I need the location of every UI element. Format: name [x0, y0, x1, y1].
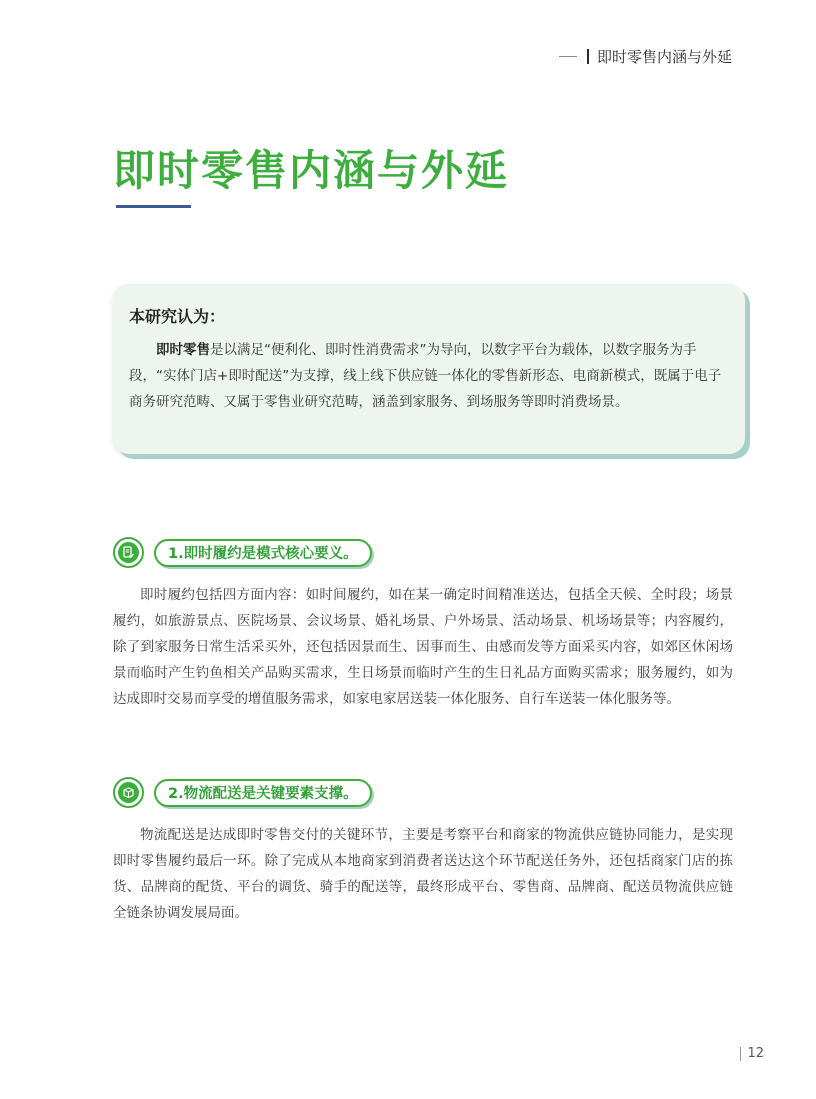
- section-1-head: [113, 537, 372, 568]
- page-number-value: 12: [747, 1046, 764, 1061]
- page-number-bar: [740, 1047, 741, 1061]
- header-dash: [559, 56, 577, 57]
- document-check-icon: [113, 537, 144, 568]
- section-2-head: [113, 777, 372, 808]
- definition-text: 是以满足“便利化、即时性消费需求”为导向，以数字平台为载体，以数字服务为手段，“实体门店+即时配送”为支撑，线上线下供应链一体化的零售新形态、电商新模式，既属于电子商务研究范畴、又属于零售业研究范畴，涵盖到家服务、到场服务等即时消费场景。: [129, 342, 722, 410]
- title-underline: [116, 205, 191, 208]
- definition-term: 即时零售: [156, 342, 210, 358]
- header-bar: [587, 49, 589, 64]
- definition-body: [129, 337, 729, 415]
- page-title: 即时零售内涵与外延: [113, 146, 510, 195]
- definition-box: [113, 284, 745, 454]
- definition-heading: 本研究认为：: [129, 307, 226, 326]
- section-2-heading: 2.物流配送是关键要素支撑。: [154, 779, 372, 807]
- running-title: 即时零售内涵与外延: [596, 48, 732, 66]
- section-1-heading: 1.即时履约是模式核心要义。: [154, 539, 372, 567]
- page-number: [740, 1046, 764, 1061]
- section-1-text: 即时履约包括四方面内容：如时间履约，如在某一确定时间精准送达，包括全天候、全时段；场景履约，如旅游景点、医院场景、会议场景、婚礼场景、户外场景、活动场景、机场场景等；内容履约，除了到家服务日常生活采买外，还包括因景而生、因事而生、由感而发等方面采买内容，如郊区休闲场景而临时产生钓鱼相关产品购买需求，生日场景而临时产生的生日礼品方面购买需求；服务履约，如为达成即时交易而享受的增值服务需求，如家电家居送装一体化服务、自行车送装一体化服务等。: [113, 587, 733, 707]
- section-2-text: 物流配送是达成即时零售交付的关键环节，主要是考察平台和商家的物流供应链协同能力，是实现即时零售履约最后一环。除了完成从本地商家到消费者送达这个环节配送任务外，还包括商家门店的拣货、品牌商的配货、平台的调货、骑手的配送等，最终形成平台、零售商、品牌商、配送员物流供应链全链条协调发展局面。: [113, 827, 733, 921]
- running-header: [559, 46, 732, 67]
- delivery-box-icon: [113, 777, 144, 808]
